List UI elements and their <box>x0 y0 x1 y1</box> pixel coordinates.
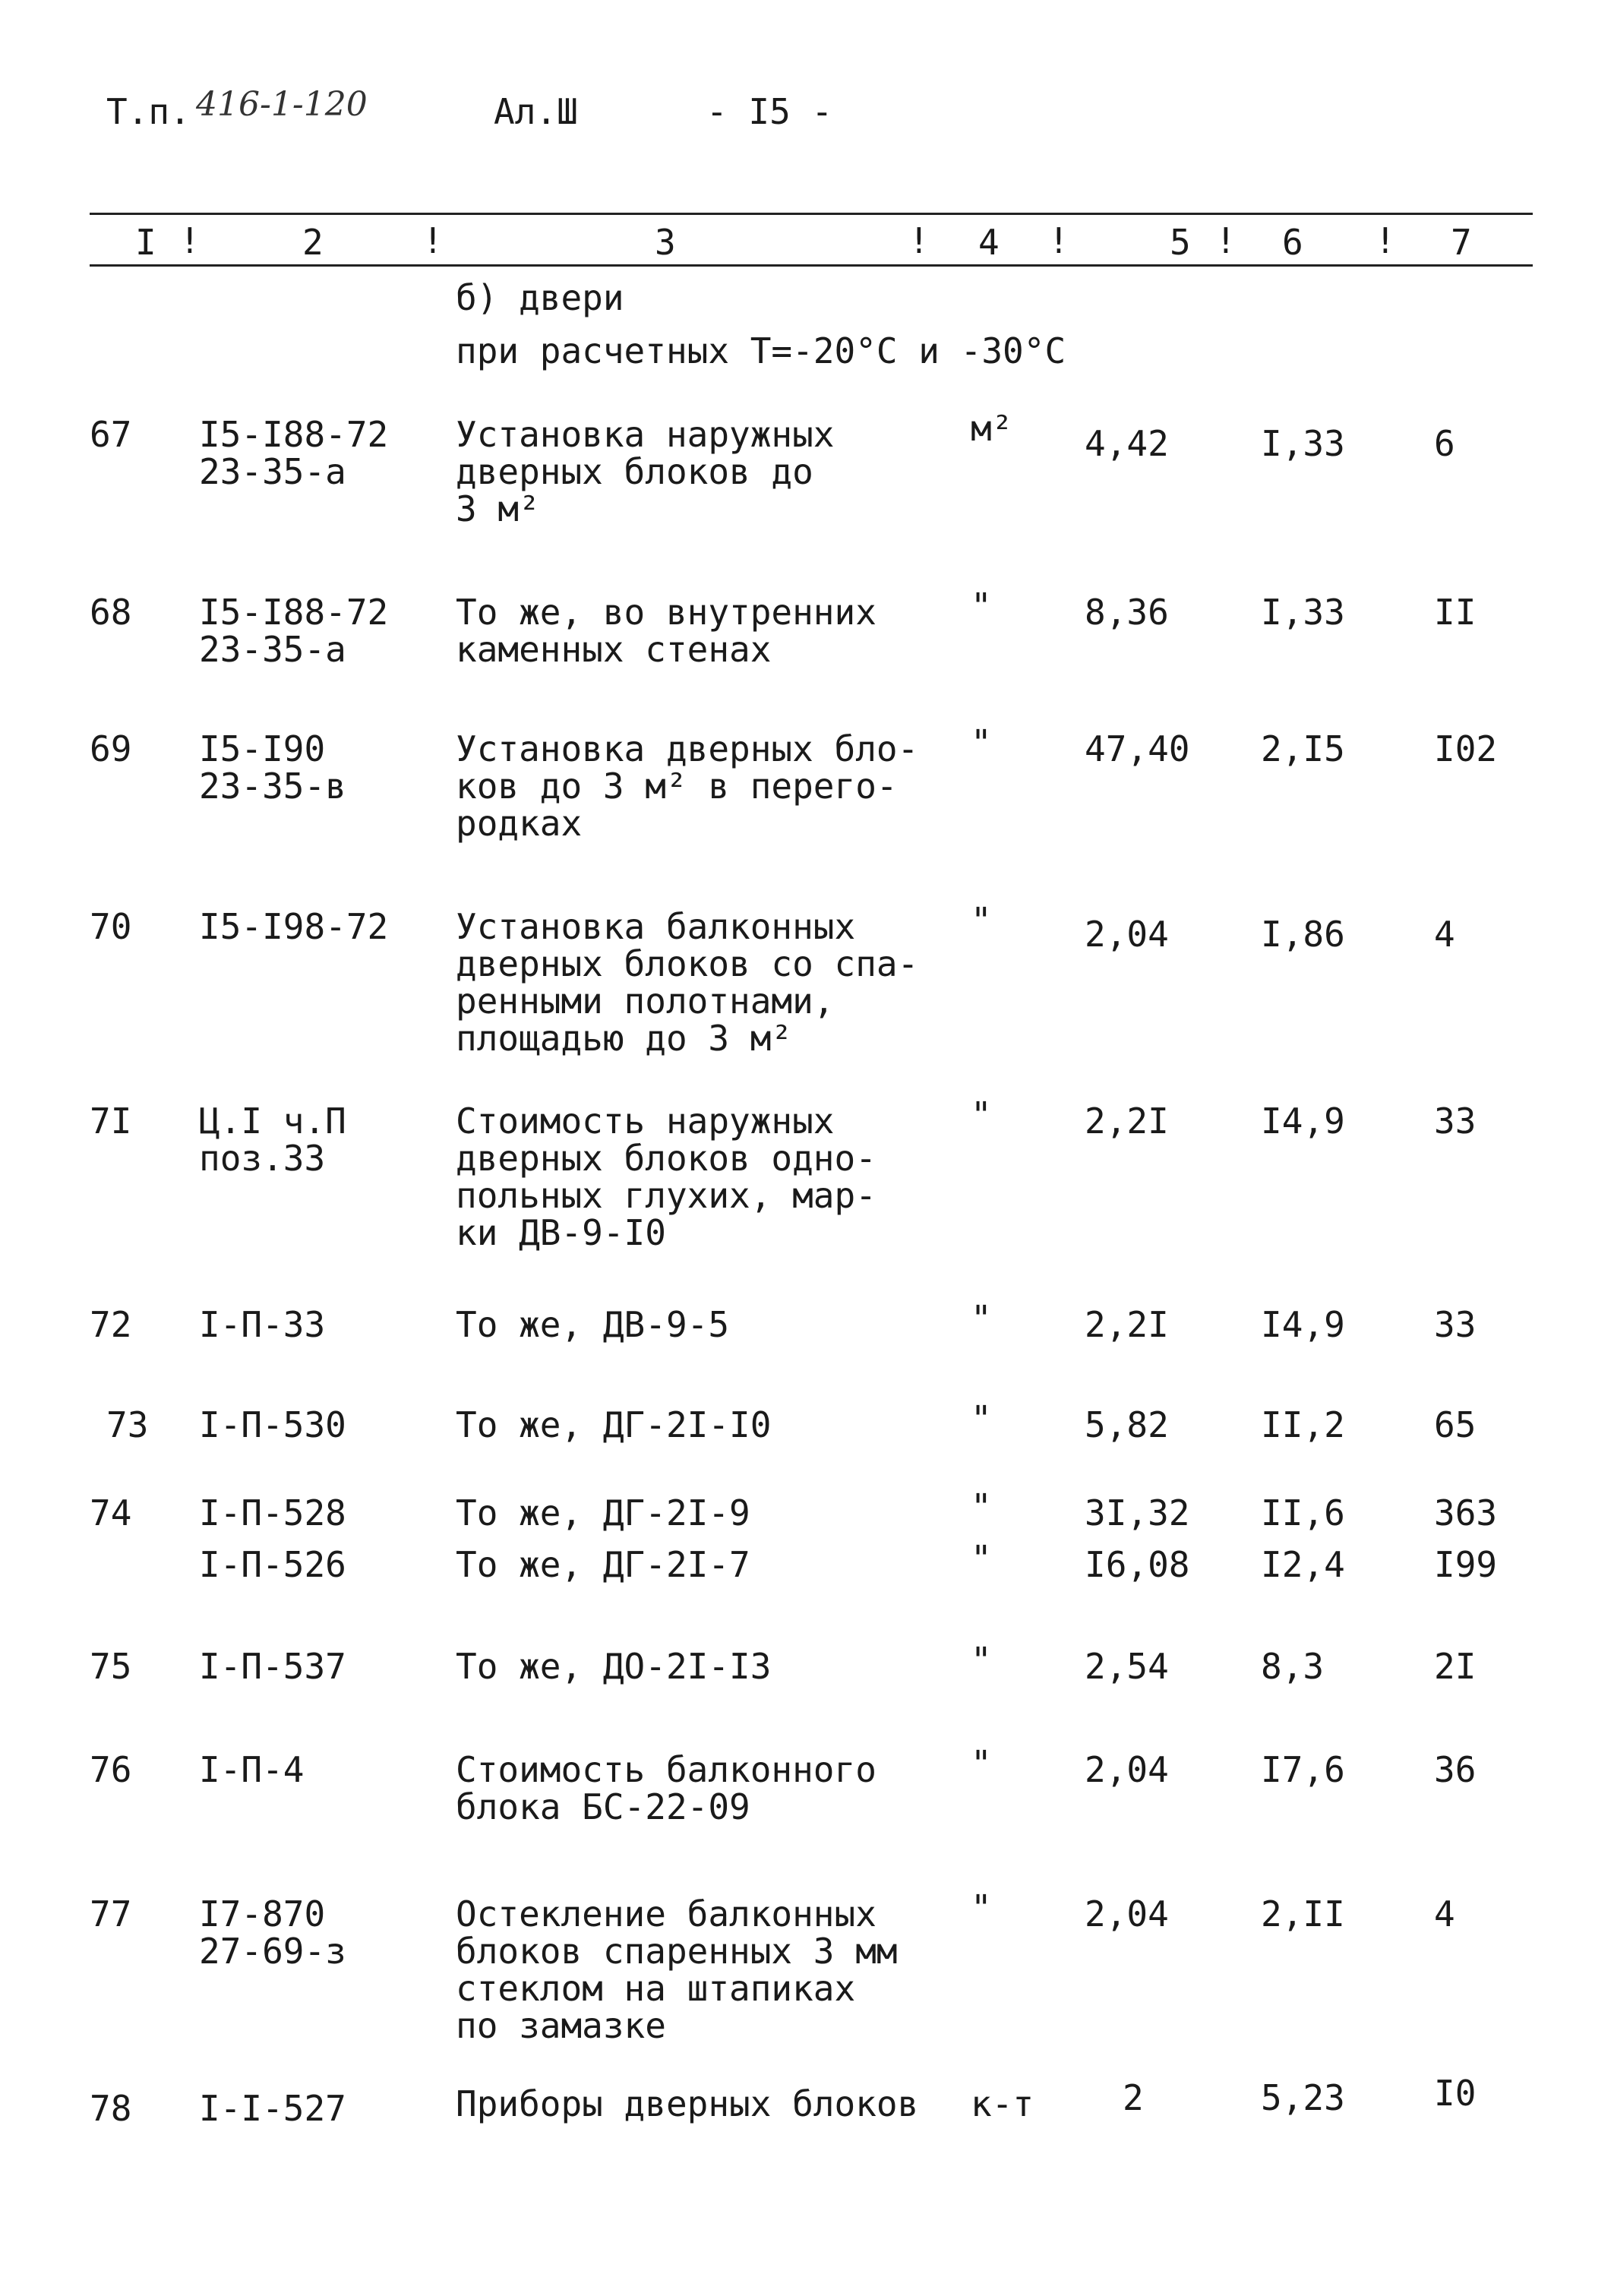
row-unit: " <box>971 722 992 763</box>
column-separator: ! <box>1215 220 1237 261</box>
row-code: I-П-33 <box>199 1304 326 1345</box>
row-quantity: 47,40 <box>1085 728 1190 769</box>
row-code: I5-I88-72 23-35-а <box>199 414 389 492</box>
row-quantity: 4,42 <box>1085 423 1169 464</box>
row-total: 33 <box>1434 1304 1477 1345</box>
row-quantity: 2,04 <box>1085 1749 1169 1790</box>
page-number: - I5 - <box>706 91 833 132</box>
row-total: 2I <box>1434 1646 1477 1687</box>
row-unit-price: II,6 <box>1261 1492 1345 1533</box>
row-quantity: I6,08 <box>1085 1544 1190 1585</box>
row-unit: к-т <box>971 2083 1034 2124</box>
row-unit: " <box>971 900 992 941</box>
row-total: 33 <box>1434 1101 1477 1142</box>
row-description: То же, ДГ-2I-7 <box>456 1544 750 1585</box>
row-total: 4 <box>1434 914 1455 955</box>
column-header-6: 6 <box>1282 222 1303 263</box>
row-unit: " <box>971 1538 992 1579</box>
row-code: I5-I90 23-35-в <box>199 728 346 807</box>
column-separator: ! <box>1375 220 1396 261</box>
table-header-rule <box>90 264 1533 267</box>
row-unit-price: I,33 <box>1261 423 1345 464</box>
section-title: б) двери <box>456 277 624 318</box>
row-total: 6 <box>1434 423 1455 464</box>
row-unit-price: I2,4 <box>1261 1544 1345 1585</box>
row-number: 77 <box>90 1893 132 1934</box>
row-unit-price: I,33 <box>1261 592 1345 633</box>
row-code: I-I-527 <box>199 2088 346 2129</box>
row-unit: " <box>971 1298 992 1339</box>
row-code: I-П-530 <box>199 1404 346 1445</box>
row-number: 68 <box>90 592 132 633</box>
row-quantity: 2 <box>1123 2077 1144 2118</box>
row-number: 67 <box>90 414 132 455</box>
row-unit-price: 8,3 <box>1261 1646 1325 1687</box>
row-total: I02 <box>1434 728 1498 769</box>
column-header-3: 3 <box>655 222 676 263</box>
row-unit: " <box>971 1887 992 1928</box>
row-code: I-П-4 <box>199 1749 305 1790</box>
row-number: 75 <box>90 1646 132 1687</box>
row-unit: м² <box>971 408 1013 449</box>
row-total: 363 <box>1434 1492 1498 1533</box>
row-description: То же, ДВ-9-5 <box>456 1304 730 1345</box>
column-header-1: I <box>135 222 156 263</box>
row-description: Приборы дверных блоков <box>456 2083 919 2124</box>
row-total: 65 <box>1434 1404 1477 1445</box>
section-subtitle: при расчетных Т=-20°С и -30°С <box>456 330 1066 371</box>
row-code: I5-I88-72 23-35-а <box>199 592 389 670</box>
column-header-5: 5 <box>1170 222 1191 263</box>
row-description: Установка балконных дверных блоков со спа- ренными полотнами, площадью до 3 м² <box>456 906 919 1059</box>
column-separator: ! <box>1048 220 1069 261</box>
row-number: 70 <box>90 906 132 947</box>
row-unit: " <box>971 586 992 627</box>
row-unit: " <box>971 1094 992 1135</box>
row-description: Установка наружных дверных блоков до 3 м² <box>456 414 835 529</box>
row-description: То же, ДО-2I-I3 <box>456 1646 772 1687</box>
row-description: Стоимость наружных дверных блоков одно- польных глухих, мар- ки ДВ-9-I0 <box>456 1101 876 1253</box>
row-description: Установка дверных бло- ков до 3 м² в перего- родках <box>456 728 919 844</box>
row-quantity: 3I,32 <box>1085 1492 1190 1533</box>
row-description: Остекление балконных блоков спаренных 3 мм стеклом на штапиках по замазке <box>456 1893 898 2046</box>
column-header-7: 7 <box>1451 222 1472 263</box>
row-unit: " <box>971 1743 992 1784</box>
row-code: I5-I98-72 <box>199 906 389 947</box>
column-separator: ! <box>179 220 201 261</box>
row-code: I-П-537 <box>199 1646 346 1687</box>
row-number: 78 <box>90 2088 132 2129</box>
row-total: II <box>1434 592 1477 633</box>
row-code: Ц.I ч.П поз.33 <box>199 1101 346 1179</box>
row-unit: " <box>971 1640 992 1681</box>
column-header-2: 2 <box>302 222 324 263</box>
row-quantity: 2,2I <box>1085 1101 1169 1142</box>
row-total: 36 <box>1434 1749 1477 1790</box>
row-unit-price: I,86 <box>1261 914 1345 955</box>
row-unit-price: I4,9 <box>1261 1304 1345 1345</box>
row-total: I99 <box>1434 1544 1498 1585</box>
row-quantity: 2,54 <box>1085 1646 1169 1687</box>
row-number: 76 <box>90 1749 132 1790</box>
project-type-label: Т.п. <box>106 91 191 132</box>
table-top-rule <box>90 213 1533 215</box>
row-unit-price: I7,6 <box>1261 1749 1345 1790</box>
row-total: 4 <box>1434 1893 1455 1934</box>
row-code: I7-870 27-69-з <box>199 1893 346 1972</box>
row-number: 69 <box>90 728 132 769</box>
row-unit: " <box>971 1398 992 1439</box>
row-quantity: 2,2I <box>1085 1304 1169 1345</box>
column-separator: ! <box>422 220 444 261</box>
row-quantity: 5,82 <box>1085 1404 1169 1445</box>
row-unit-price: 2,I5 <box>1261 728 1345 769</box>
row-quantity: 2,04 <box>1085 914 1169 955</box>
row-number: 73 <box>106 1404 149 1445</box>
album-label: Ал.Ш <box>494 91 578 132</box>
row-quantity: 8,36 <box>1085 592 1169 633</box>
row-description: То же, ДГ-2I-9 <box>456 1492 750 1533</box>
row-number: 74 <box>90 1492 132 1533</box>
row-unit-price: 2,II <box>1261 1893 1345 1934</box>
row-unit-price: I4,9 <box>1261 1101 1345 1142</box>
row-quantity: 2,04 <box>1085 1893 1169 1934</box>
row-code: I-П-526 <box>199 1544 346 1585</box>
row-unit: " <box>971 1486 992 1527</box>
row-description: Стоимость балконного блока БС-22-09 <box>456 1749 876 1827</box>
column-header-4: 4 <box>978 222 1000 263</box>
column-separator: ! <box>908 220 930 261</box>
row-unit-price: 5,23 <box>1261 2077 1345 2118</box>
row-description: То же, во внутренних каменных стенах <box>456 592 876 670</box>
row-code: I-П-528 <box>199 1492 346 1533</box>
row-description: То же, ДГ-2I-I0 <box>456 1404 772 1445</box>
row-number: 7I <box>90 1101 132 1142</box>
row-total: I0 <box>1434 2073 1477 2114</box>
row-unit-price: II,2 <box>1261 1404 1345 1445</box>
row-number: 72 <box>90 1304 132 1345</box>
project-number: 416-1-120 <box>196 85 368 124</box>
